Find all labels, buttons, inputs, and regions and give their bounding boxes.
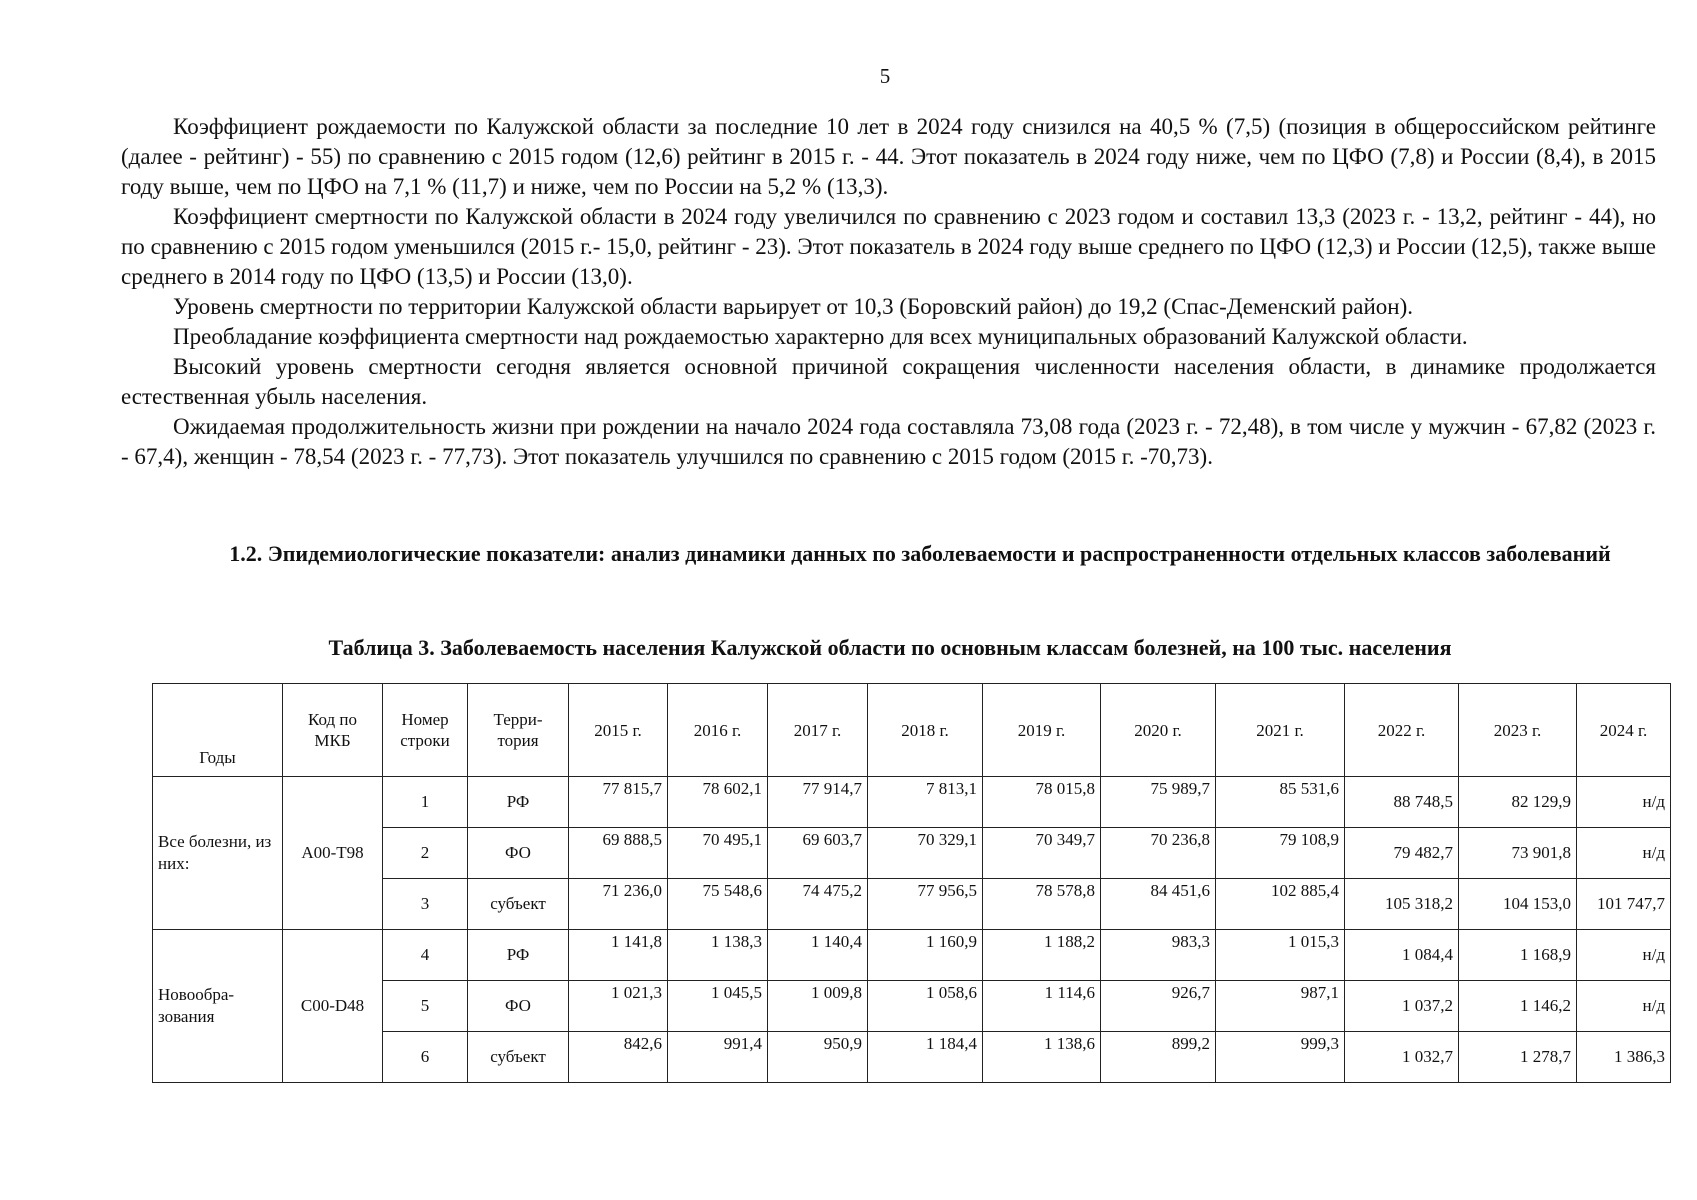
header-cell: 2018 г. (868, 684, 983, 777)
value-cell: 77 956,5 (868, 879, 983, 930)
value-cell: 82 129,9 (1459, 777, 1577, 828)
value-cell: 1 168,9 (1459, 930, 1577, 981)
group-label-cell: Новообра-зования (153, 930, 283, 1083)
value-cell: н/д (1577, 981, 1671, 1032)
header-cell: 2021 г. (1216, 684, 1345, 777)
table-row (153, 930, 1671, 981)
value-cell: 78 602,1 (668, 777, 768, 828)
value-cell: 101 747,7 (1577, 879, 1671, 930)
value-cell: 1 114,6 (983, 981, 1101, 1032)
territory-cell: РФ (468, 777, 569, 828)
value-cell: 1 009,8 (768, 981, 868, 1032)
value-cell: 69 888,5 (569, 828, 668, 879)
header-cell: Номер строки (383, 684, 468, 777)
value-cell: 1 037,2 (1345, 981, 1459, 1032)
value-cell: 79 108,9 (1216, 828, 1345, 879)
header-cell: 2015 г. (569, 684, 668, 777)
row-number-cell: 1 (383, 777, 468, 828)
value-cell: 1 021,3 (569, 981, 668, 1032)
value-cell: 1 188,2 (983, 930, 1101, 981)
value-cell: 70 349,7 (983, 828, 1101, 879)
value-cell: 71 236,0 (569, 879, 668, 930)
value-cell: 105 318,2 (1345, 879, 1459, 930)
value-cell: 70 236,8 (1101, 828, 1216, 879)
header-cell: 2023 г. (1459, 684, 1577, 777)
value-cell: 75 989,7 (1101, 777, 1216, 828)
table-caption: Таблица 3. Заболеваемость населения Калужской области по основным классам болезней, на 100 тыс. населения (328, 635, 1452, 660)
header-cell: 2024 г. (1577, 684, 1671, 777)
paragraph-life-expectancy: Ожидаемая продолжительность жизни при рождении на начало 2024 года составляла 73,08 года (2023 г. - 72,48), в том числе у мужчин - 67,82 (2023 г. - 67,4), женщин - 78,54 (2023 г. - 77,73). Этот показатель улучшился по сравнению с 2015 годом (2015 г. -70,73). (121, 414, 1656, 469)
value-cell: 999,3 (1216, 1032, 1345, 1083)
value-cell: 79 482,7 (1345, 828, 1459, 879)
table-header-row (153, 684, 1671, 777)
icd-code-cell: C00-D48 (283, 930, 383, 1083)
morbidity-table (152, 683, 1671, 1083)
value-cell: 991,4 (668, 1032, 768, 1083)
value-cell: 77 815,7 (569, 777, 668, 828)
value-cell: 78 015,8 (983, 777, 1101, 828)
value-cell: 899,2 (1101, 1032, 1216, 1083)
value-cell: 1 138,6 (983, 1032, 1101, 1083)
value-cell: 74 475,2 (768, 879, 868, 930)
header-cell: Код по МКБ (283, 684, 383, 777)
icd-code-cell: А00-Т98 (283, 777, 383, 930)
value-cell: 104 153,0 (1459, 879, 1577, 930)
row-number-cell: 4 (383, 930, 468, 981)
value-cell: 85 531,6 (1216, 777, 1345, 828)
territory-cell: ФО (468, 828, 569, 879)
row-number-cell: 5 (383, 981, 468, 1032)
header-cell: 2019 г. (983, 684, 1101, 777)
value-cell: 1 084,4 (1345, 930, 1459, 981)
value-cell: 1 140,4 (768, 930, 868, 981)
header-cell: Годы (153, 684, 283, 777)
value-cell: 102 885,4 (1216, 879, 1345, 930)
value-cell: 983,3 (1101, 930, 1216, 981)
value-cell: н/д (1577, 777, 1671, 828)
value-cell: 987,1 (1216, 981, 1345, 1032)
morbidity-table-container (152, 683, 1670, 1083)
paragraph-death-rate: Коэффициент смертности по Калужской области в 2024 году увеличился по сравнению с 2023 годом и составил 13,3 (2023 г. - 13,2, рейтинг - 44), но по сравнению с 2015 годом уменьшился (2015 г.- 15,0, рейтинг - 23). Этот показатель в 2024 году выше среднего по ЦФО (12,3) и России (12,5), также выше среднего в 2014 году по ЦФО (13,5) и России (13,0). (121, 204, 1656, 289)
header-cell: 2020 г. (1101, 684, 1216, 777)
territory-cell: субъект (468, 1032, 569, 1083)
value-cell: 1 045,5 (668, 981, 768, 1032)
value-cell: 78 578,8 (983, 879, 1101, 930)
value-cell: н/д (1577, 930, 1671, 981)
value-cell: 1 032,7 (1345, 1032, 1459, 1083)
page-number: 5 (879, 64, 891, 88)
group-label-cell: Все болезни, из них: (153, 777, 283, 930)
territory-cell: ФО (468, 981, 569, 1032)
value-cell: 88 748,5 (1345, 777, 1459, 828)
value-cell: 77 914,7 (768, 777, 868, 828)
row-number-cell: 2 (383, 828, 468, 879)
value-cell: 926,7 (1101, 981, 1216, 1032)
value-cell: 1 160,9 (868, 930, 983, 981)
section-heading: 1.2. Эпидемиологические показатели: анализ динамики данных по заболеваемости и распространенности отдельных классов заболеваний (229, 541, 1611, 566)
territory-cell: РФ (468, 930, 569, 981)
territory-cell: субъект (468, 879, 569, 930)
row-number-cell: 6 (383, 1032, 468, 1083)
header-cell: 2017 г. (768, 684, 868, 777)
value-cell: 1 146,2 (1459, 981, 1577, 1032)
paragraph-birth-rate: Коэффициент рождаемости по Калужской области за последние 10 лет в 2024 году снизился на 40,5 % (7,5) (позиция в общероссийском рейтинге (далее - рейтинг) - 55) по сравнению с 2015 годом (12,6) рейтинг в 2015 г. - 44. Этот показатель в 2024 году ниже, чем по ЦФО (7,8) и России (8,4), в 2015 году выше, чем по ЦФО на 7,1 % (11,7) и ниже, чем по России на 5,2 % (13,3). (121, 114, 1656, 199)
value-cell: 1 141,8 (569, 930, 668, 981)
value-cell: 73 901,8 (1459, 828, 1577, 879)
value-cell: 1 138,3 (668, 930, 768, 981)
paragraph-mortality-prevalence: Преобладание коэффициента смертности над рождаемостью характерно для всех муниципальных образований Калужской области. (173, 324, 1468, 349)
value-cell: 75 548,6 (668, 879, 768, 930)
paragraph-population-decline: Высокий уровень смертности сегодня является основной причиной сокращения численности населения области, в динамике продолжается естественная убыль населения. (121, 354, 1656, 409)
value-cell: н/д (1577, 828, 1671, 879)
value-cell: 950,9 (768, 1032, 868, 1083)
value-cell: 7 813,1 (868, 777, 983, 828)
header-cell: 2022 г. (1345, 684, 1459, 777)
row-number-cell: 3 (383, 879, 468, 930)
value-cell: 84 451,6 (1101, 879, 1216, 930)
body-text (121, 112, 1656, 472)
header-cell: 2016 г. (668, 684, 768, 777)
table-row (153, 777, 1671, 828)
header-cell: Терри-тория (468, 684, 569, 777)
value-cell: 1 386,3 (1577, 1032, 1671, 1083)
value-cell: 1 278,7 (1459, 1032, 1577, 1083)
value-cell: 1 184,4 (868, 1032, 983, 1083)
paragraph-mortality-range: Уровень смертности по территории Калужской области варьирует от 10,3 (Боровский район) до 19,2 (Спас-Деменский район). (173, 294, 1414, 319)
value-cell: 70 329,1 (868, 828, 983, 879)
value-cell: 69 603,7 (768, 828, 868, 879)
value-cell: 842,6 (569, 1032, 668, 1083)
value-cell: 1 015,3 (1216, 930, 1345, 981)
value-cell: 70 495,1 (668, 828, 768, 879)
value-cell: 1 058,6 (868, 981, 983, 1032)
